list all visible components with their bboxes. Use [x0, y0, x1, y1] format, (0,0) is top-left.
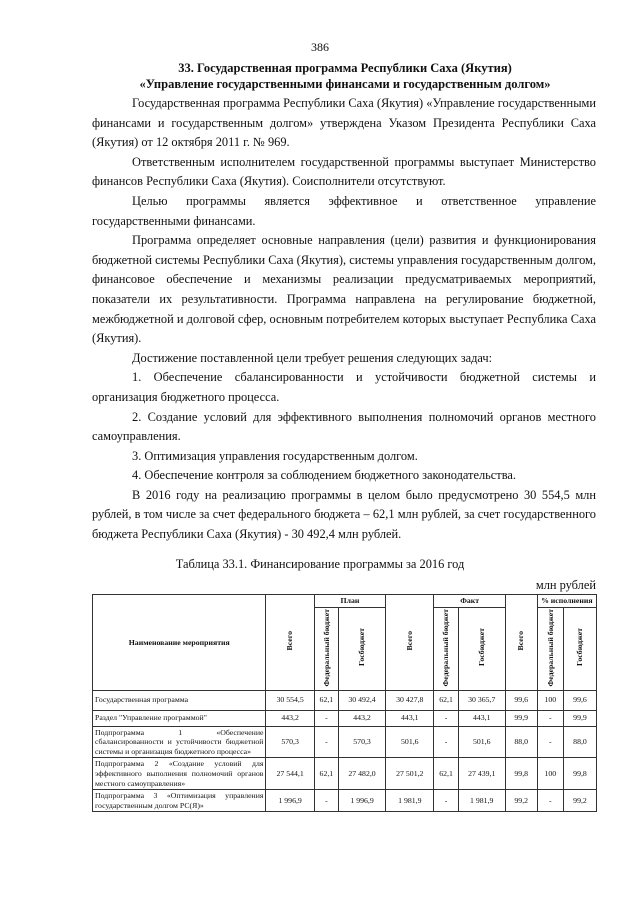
task-item: 4. Обеспечение контроля за соблюдением бюджетного законодательства. [132, 468, 517, 483]
paragraph: Государственная программа Республики Саха (Якутия) «Управление государственными финансами и государственным долгом» утверждена Указом Президента Республики Саха (Якутия) от 12 октября 2011 г. № 969. [92, 96, 596, 150]
header-fact-state-label: Госбюджет [476, 628, 486, 667]
cell-plan-fed: 62,1 [314, 758, 338, 790]
cell-pct-fed: 100 [537, 758, 563, 790]
cell-plan-total: 1 996,9 [266, 790, 314, 812]
cell-name: Подпрограмма 3 «Оптимизация управления государственным долгом РС(Я)» [93, 790, 266, 812]
header-pct-fed-label: Федеральный бюджет [545, 608, 555, 687]
cell-plan-state: 30 492,4 [338, 690, 385, 710]
header-pct-total [505, 595, 537, 691]
header-name: Наименование мероприятия [93, 595, 266, 691]
cell-plan-fed: - [314, 790, 338, 812]
table-row [93, 790, 597, 812]
table-row [93, 690, 597, 710]
cell-fact-total: 501,6 [386, 726, 434, 758]
header-pct-fed [537, 607, 563, 690]
header-fact-state [458, 607, 505, 690]
paragraph: Ответственным исполнителем государственной программы выступает Министерство финансов Республики Саха (Якутия). Соисполнители отсутствуют. [92, 154, 596, 189]
cell-fact-total: 1 981,9 [386, 790, 434, 812]
cell-fact-fed: - [434, 726, 458, 758]
cell-fact-state: 1 981,9 [458, 790, 505, 812]
paragraph: Достижение поставленной цели требует решения следующих задач: [132, 350, 493, 365]
cell-fact-fed: - [434, 710, 458, 726]
table-row [93, 710, 597, 726]
task-item: 3. Оптимизация управления государственным долгом. [132, 448, 418, 463]
paragraph: Программа определяет основные направления (цели) развития и функционирования бюджетной системы Республики Саха (Якутия), системы управления государственным долгом, финансовое обеспечение и механизмы реализации предусматриваемых мероприятий, показатели их результативности. Программа направлена на регулирование бюджетной, межбюджетной и долговой сфер, основным потребителем которых выступает Республика Саха (Якутия). [92, 233, 596, 346]
header-plan-fed-label: Федеральный бюджет [321, 608, 331, 687]
cell-pct-total: 99,9 [505, 710, 537, 726]
cell-pct-state: 99,8 [564, 758, 597, 790]
cell-plan-state: 1 996,9 [338, 790, 385, 812]
cell-name: Подпрограмма 1 «Обеспечение сбалансированности и устойчивости бюджетной системы и организация бюджетного процесса» [93, 726, 266, 758]
table-row [93, 726, 597, 758]
cell-pct-state: 99,2 [564, 790, 597, 812]
cell-pct-state: 99,9 [564, 710, 597, 726]
table-unit: млн рублей [535, 578, 596, 592]
paragraph: В 2016 году на реализацию программы в целом было предусмотрено 30 554,5 млн рублей, в том числе за счет федерального бюджета – 62,1 млн рублей, за счет государственного бюджета Республики Саха (Якутия) - 30 492,4 млн рублей. [92, 487, 596, 542]
header-pct-state [564, 607, 597, 690]
cell-pct-total: 88,0 [505, 726, 537, 758]
header-fact-total [386, 595, 434, 691]
cell-pct-total: 99,6 [505, 690, 537, 710]
cell-pct-total: 99,2 [505, 790, 537, 812]
header-plan-total [266, 595, 314, 691]
task-item: 1. Обеспечение сбалансированности и устойчивости бюджетной системы и организация бюджетного процесса. [92, 370, 596, 404]
cell-fact-state: 443,1 [458, 710, 505, 726]
cell-pct-fed: 100 [537, 690, 563, 710]
header-pct-state-label: Госбюджет [575, 628, 585, 667]
header-plan: План [314, 595, 385, 608]
table-row [93, 758, 597, 790]
cell-fact-fed: 62,1 [434, 758, 458, 790]
cell-pct-state: 88,0 [564, 726, 597, 758]
cell-plan-state: 570,3 [338, 726, 385, 758]
page-number: 386 [311, 40, 329, 54]
cell-name: Государственная программа [93, 690, 266, 710]
header-fact-total-label: Всего [405, 631, 415, 651]
header-plan-fed [314, 607, 338, 690]
body-text [92, 94, 596, 545]
cell-pct-fed: - [537, 710, 563, 726]
heading-line-1: 33. Государственная программа Республики Саха (Якутия) [178, 61, 512, 75]
cell-fact-state: 30 365,7 [458, 690, 505, 710]
header-percent: % исполнения [537, 595, 596, 608]
cell-plan-total: 570,3 [266, 726, 314, 758]
cell-pct-state: 99,6 [564, 690, 597, 710]
header-fact: Факт [434, 595, 505, 608]
cell-fact-fed: - [434, 790, 458, 812]
cell-plan-total: 443,2 [266, 710, 314, 726]
cell-name: Раздел "Управление программой" [93, 710, 266, 726]
header-plan-state-label: Госбюджет [357, 628, 367, 667]
cell-plan-fed: - [314, 726, 338, 758]
cell-fact-total: 27 501,2 [386, 758, 434, 790]
cell-fact-state: 27 439,1 [458, 758, 505, 790]
cell-name: Подпрограмма 2 «Создание условий для эффективного выполнения полномочий органов местного самоуправления» [93, 758, 266, 790]
cell-fact-fed: 62,1 [434, 690, 458, 710]
section-heading [90, 60, 600, 92]
cell-plan-total: 30 554,5 [266, 690, 314, 710]
header-fact-fed-label: Федеральный бюджет [441, 608, 451, 687]
cell-plan-fed: - [314, 710, 338, 726]
header-pct-total-label: Всего [516, 631, 526, 651]
cell-fact-total: 30 427,8 [386, 690, 434, 710]
cell-plan-state: 27 482,0 [338, 758, 385, 790]
cell-plan-total: 27 544,1 [266, 758, 314, 790]
task-item: 2. Создание условий для эффективного выполнения полномочий органов местного самоуправления. [92, 409, 596, 444]
table-header-row [93, 595, 597, 608]
cell-plan-state: 443,2 [338, 710, 385, 726]
financing-table [92, 594, 597, 812]
header-fact-fed [434, 607, 458, 690]
heading-line-2: «Управление государственными финансами и государственным долгом» [139, 77, 551, 91]
cell-pct-total: 99,8 [505, 758, 537, 790]
cell-pct-fed: - [537, 726, 563, 758]
header-plan-total-label: Всего [285, 631, 295, 651]
paragraph: Целью программы является эффективное и ответственное управление государственными финансами. [92, 193, 596, 228]
cell-fact-total: 443,1 [386, 710, 434, 726]
cell-plan-fed: 62,1 [314, 690, 338, 710]
cell-fact-state: 501,6 [458, 726, 505, 758]
cell-pct-fed: - [537, 790, 563, 812]
header-plan-state [338, 607, 385, 690]
table-caption: Таблица 33.1. Финансирование программы за 2016 год [175, 557, 465, 571]
